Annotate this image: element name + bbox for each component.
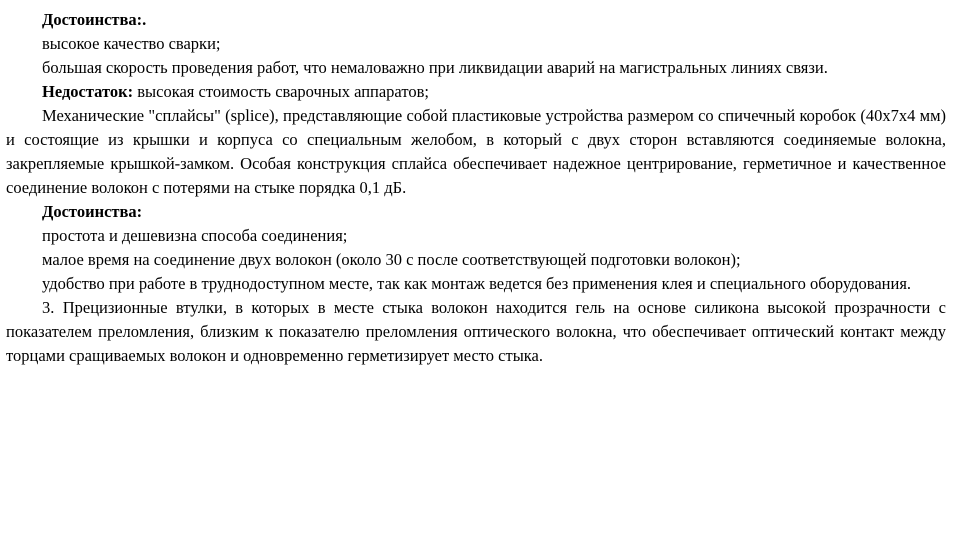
advantage-item: малое время на соединение двух волокон (около 30 с после соответствующей подготовки волокон);	[42, 250, 741, 269]
disadvantage-label: Недостаток:	[42, 82, 134, 101]
advantage-item: удобство при работе в труднодоступном месте, так как монтаж ведется без применения клея и специального оборудования.	[42, 274, 912, 293]
document-page	[6, 8, 946, 368]
advantage-item	[6, 56, 946, 80]
advantages-heading-1: Достоинства:.	[42, 10, 147, 29]
advantage-item: простота и дешевизна способа соединения;	[42, 226, 348, 245]
sleeves-paragraph: 3. Прецизионные втулки, в которых в месте стыка волокон находится гель на основе силикона высокой прозрачности с показателем преломления, близким к показателю преломления оптического волокна, что обеспечивает оптический контакт между торцами сращиваемых волокон и одновременно герметизирует место стыка.	[6, 298, 946, 365]
advantages-heading-2: Достоинства:	[42, 202, 143, 221]
advantage-item: высокое качество сварки;	[42, 34, 221, 53]
advantage-item-text: большая скорость проведения работ, что немаловажно при ликвидации аварий на магистральных линиях связи.	[42, 58, 828, 77]
splice-paragraph: Механические "сплайсы" (splice), представляющие собой пластиковые устройства размером со спичечный коробок (40х7х4 мм) и состоящие из крышки и корпуса со специальным желобом, в который с двух сторон вставляются соединяемые волокна, закрепляемые крышкой-замком. Особая конструкция сплайса обеспечивает надежное центрирование, герметичное и качественное соединение волокон с потерями на стыке порядка 0,1 дБ.	[6, 106, 946, 197]
disadvantage-line	[6, 80, 946, 104]
disadvantage-text: высокая стоимость сварочных аппаратов;	[133, 82, 429, 101]
